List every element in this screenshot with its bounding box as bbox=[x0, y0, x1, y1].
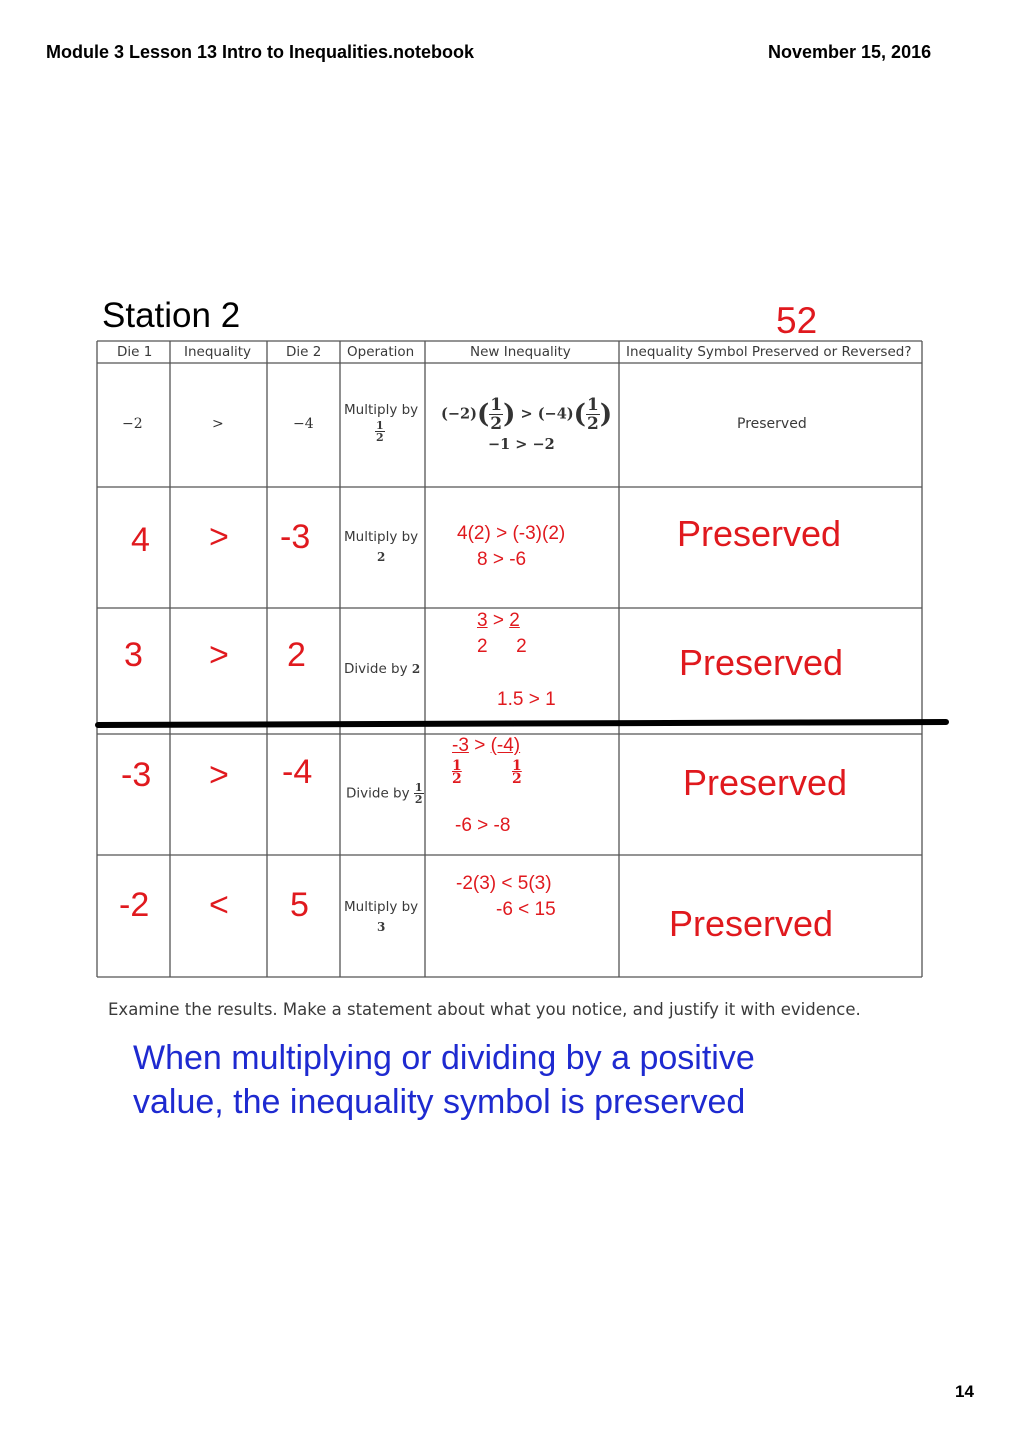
header-inequality: Inequality bbox=[184, 344, 252, 360]
header-die1: Die 1 bbox=[117, 344, 153, 360]
row4-operation bbox=[344, 899, 418, 935]
example-operation bbox=[344, 402, 418, 443]
row3-num-a: -3 bbox=[452, 735, 469, 756]
row3-die2: -4 bbox=[282, 753, 313, 791]
row4-inequality: < bbox=[209, 886, 229, 924]
header-operation: Operation bbox=[347, 344, 415, 360]
row2-die2: 2 bbox=[287, 636, 306, 674]
prompt-text: Examine the results. Make a statement about what you notice, and justify it with evidence. bbox=[108, 1000, 861, 1019]
row2-gt: > bbox=[492, 610, 504, 631]
example-inequality: > bbox=[212, 416, 224, 432]
score: 52 bbox=[776, 300, 818, 341]
row3-inequality: > bbox=[209, 756, 229, 794]
row4-new-line2: -6 < 15 bbox=[496, 899, 556, 920]
row1-die2: -3 bbox=[280, 518, 311, 556]
document-title: Module 3 Lesson 13 Intro to Inequalities.notebook bbox=[46, 42, 475, 62]
row2-result: Preserved bbox=[679, 642, 844, 683]
row3-operation-text: Divide by bbox=[346, 785, 410, 802]
row3-num-b: (-4) bbox=[490, 735, 521, 756]
example-expr-b: > (−4) bbox=[520, 405, 574, 423]
example-die2: −4 bbox=[293, 416, 314, 432]
row2-new-line2 bbox=[477, 634, 527, 660]
row3-gt: > bbox=[474, 735, 486, 756]
row3-hand-fraction-a: 1 2 bbox=[452, 758, 462, 787]
row4-operation-value: 3 bbox=[377, 920, 386, 934]
header-die2: Die 2 bbox=[286, 344, 322, 360]
hand-drawn-divider bbox=[98, 722, 946, 725]
page-number: 14 bbox=[955, 1382, 974, 1401]
station-label: Station 2 bbox=[102, 296, 241, 335]
example-operation-fraction bbox=[375, 420, 385, 443]
example-half-b: $\frac{1}{2}$ bbox=[586, 395, 599, 434]
example-new-inequality-line2: −1 > −2 bbox=[488, 436, 555, 453]
row2-die1: 3 bbox=[124, 636, 143, 674]
row1-operation bbox=[344, 529, 418, 565]
row3-die1: -3 bbox=[121, 756, 152, 794]
row1-die1: 4 bbox=[131, 521, 150, 559]
answer-line2: value, the inequality symbol is preserved bbox=[133, 1083, 746, 1121]
row2-den-a: 2 bbox=[477, 636, 488, 657]
row2-operation-value: 2 bbox=[411, 662, 421, 676]
row1-operation-value: 2 bbox=[377, 550, 386, 564]
row4-die2: 5 bbox=[290, 886, 309, 924]
row3-new-line1 bbox=[452, 733, 520, 759]
row3-result: Preserved bbox=[683, 762, 848, 803]
row1-new-line1: 4(2) > (-3)(2) bbox=[457, 523, 566, 544]
row2-inequality: > bbox=[209, 636, 229, 674]
row3-operation bbox=[346, 782, 424, 805]
example-die1: −2 bbox=[122, 416, 143, 432]
row4-result: Preserved bbox=[669, 903, 834, 944]
row4-operation-text: Multiply by bbox=[344, 899, 419, 915]
example-half-a: $\frac{1}{2}$ bbox=[490, 395, 503, 434]
example-result: Preserved bbox=[737, 416, 807, 432]
row3-operation-fraction: $\frac{1}{2}$ bbox=[414, 781, 423, 806]
row3-hand-fraction-b: 1 2 bbox=[512, 758, 522, 787]
row2-den-b: 2 bbox=[516, 636, 527, 657]
row2-operation bbox=[344, 661, 420, 677]
row4-new-line1: -2(3) < 5(3) bbox=[456, 873, 552, 894]
row3-new-line3: -6 > -8 bbox=[455, 815, 511, 836]
row1-inequality: > bbox=[209, 518, 229, 556]
row2-operation-text: Divide by bbox=[344, 661, 408, 677]
fraction-denominator: 2 bbox=[376, 431, 384, 444]
header-preserved-reversed: Inequality Symbol Preserved or Reversed? bbox=[626, 344, 912, 360]
answer-line1: When multiplying or dividing by a positive bbox=[133, 1039, 755, 1077]
example-expr-a: (−2) bbox=[441, 405, 477, 423]
row2-num-b: 2 bbox=[509, 610, 520, 631]
row2-num-a: 3 bbox=[477, 610, 488, 631]
example-new-inequality-line1: (−2)( $\frac{1}{2}$ ) > (−4)( $\frac{1}{2}$ ) bbox=[441, 395, 613, 434]
row2-new-line3: 1.5 > 1 bbox=[497, 689, 556, 710]
document-date: November 15, 2016 bbox=[768, 42, 932, 62]
header-new-inequality: New Inequality bbox=[470, 344, 571, 360]
row2-new-line1 bbox=[477, 608, 520, 634]
fraction-numerator: 1 bbox=[376, 419, 384, 432]
row1-operation-text: Multiply by bbox=[344, 529, 419, 545]
row1-new-line2: 8 > -6 bbox=[477, 549, 527, 570]
row1-result: Preserved bbox=[677, 513, 842, 554]
row4-die1: -2 bbox=[119, 886, 150, 924]
example-operation-text: Multiply by bbox=[344, 402, 419, 418]
